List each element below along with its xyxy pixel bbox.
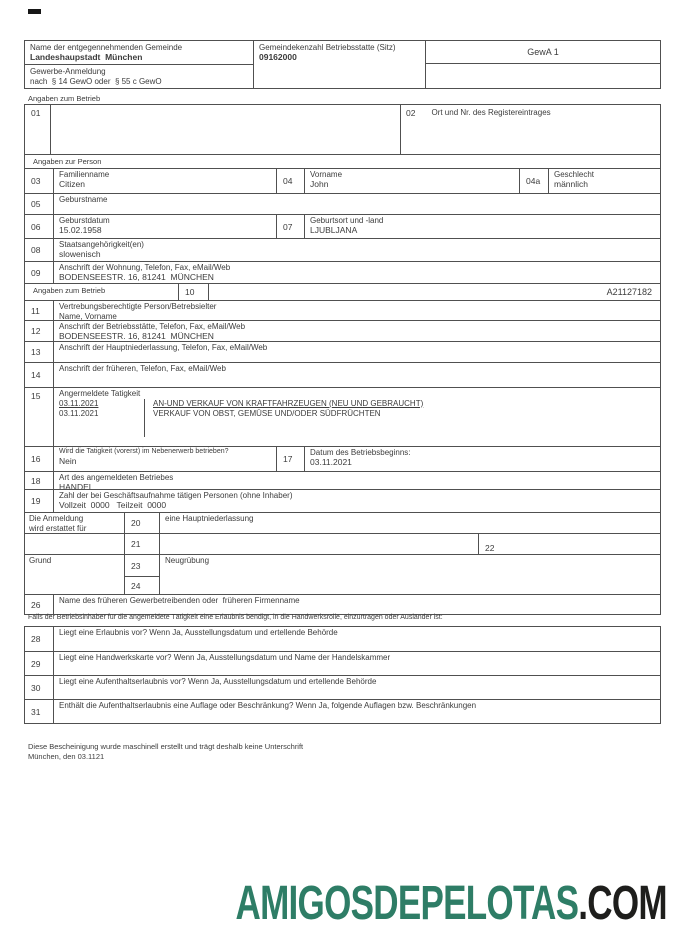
- municipality-code-label: Gemeindekenzahl Betriebsstatte (Sitz): [259, 43, 396, 52]
- row-28: [25, 627, 660, 651]
- permit-table: [24, 626, 661, 724]
- field-10-reference: A21127182: [208, 284, 660, 300]
- field-03-number: 03: [31, 176, 41, 186]
- field-01-value-cell: [50, 105, 400, 154]
- row-05: [25, 193, 660, 214]
- auflagen-label: Enthält die Aufenthaltserlaubnis eine Auflage oder Beschränkung? Wenn Ja, folgende Auflagen bzw. Beschränkungen: [59, 701, 477, 710]
- field-28-erlaubnis: [53, 627, 660, 651]
- municipality-code-value: 09162000: [259, 51, 297, 62]
- hauptniederlassung-value: eine Hauptniederlassung: [165, 514, 254, 523]
- taetigkeit-dates-column: [59, 399, 145, 437]
- watermark-brand-text: AMIGOSDEPELOTAS: [235, 877, 579, 930]
- receiving-municipality-label: Name der entgegennehmenden Gemeinde: [30, 43, 183, 52]
- nebenerwerb-label: Wird die Tatigkeit (vorerst) im Nebenerwerb betrieben?: [59, 448, 229, 455]
- geburtsort-value: LJUBLJANA: [310, 224, 358, 235]
- geburtsname-label: Geburstname: [59, 195, 108, 204]
- geschlecht-label: Geschlecht: [554, 170, 595, 179]
- receiving-municipality-cell: [25, 41, 253, 65]
- field-13-anschrift-hauptniederlassung: [53, 342, 660, 362]
- row-03-04-04a: [25, 168, 660, 193]
- geburtsort-label: Geburtsort und -land: [310, 216, 384, 225]
- form-code-empty-cell: [426, 64, 660, 88]
- taetigkeit-label: Angermeldete Tatigkeit: [59, 389, 141, 398]
- grund-value: Neugrübung: [165, 556, 210, 565]
- form-header-table: [24, 40, 661, 89]
- anschrift-wohnung-label: Anschrift der Wohnung, Telefon, Fax, eMail/Web: [59, 263, 231, 272]
- field-29-handwerkskarte: [53, 652, 660, 675]
- watermark-logo: [235, 877, 667, 930]
- field-04-number: 04: [276, 169, 304, 193]
- row-19: [25, 489, 660, 512]
- field-31-auflagen: [53, 700, 660, 723]
- field-22-number: 22: [485, 543, 495, 553]
- section-label-betrieb-mid: Angaben zum Betrieb: [33, 286, 106, 295]
- row-15: [25, 387, 660, 446]
- field-24-number: 24: [124, 576, 159, 594]
- field-14-anschrift-frueheren: [53, 363, 660, 387]
- form-subtitle: nach § 14 GewO oder § 55 c GewO: [30, 76, 162, 86]
- erlaubnis-label: Liegt eine Erlaubnis vor? Wenn Ja, Ausstellungsdatum und ertellende Behörde: [59, 628, 338, 637]
- field-14-number: 14: [31, 370, 41, 380]
- geschlecht-value: männlich: [554, 178, 589, 189]
- row-23: [25, 554, 660, 576]
- field-19-number: 19: [31, 496, 41, 506]
- familienname-value: Citizen: [59, 178, 85, 189]
- field-18-number: 18: [31, 475, 41, 486]
- field-12-number: 12: [31, 326, 41, 336]
- field-23-grund: [159, 555, 660, 576]
- row-21-empty-label-cell: [25, 534, 124, 554]
- field-02-number: 02: [406, 108, 416, 118]
- footer-note: [28, 742, 303, 762]
- grund-label: Grund: [29, 556, 52, 565]
- field-12-anschrift-betriebsstaette: [53, 321, 660, 341]
- field-26-frueherer-name: [53, 595, 660, 614]
- machine-generated-note: Diese Bescheinigung wurde maschinell erstellt und trägt deshalb keine Unterschrift: [28, 742, 304, 751]
- aufenthaltserlaubnis-label: Liegt eine Aufenthaltserlaubnis vor? Wenn Ja, Ausstellungsdatum und ertellende Behörde: [59, 677, 377, 686]
- vorname-label: Vorname: [310, 170, 343, 179]
- handwerkskarte-label: Liegt eine Handwerkskarte vor? Wenn Ja, Ausstellungsdatum und Name der Handelskammer: [59, 653, 391, 662]
- taetigkeit-activities-column: [145, 399, 423, 437]
- field-08-staatsangehoerigkeit: [53, 239, 660, 261]
- field-16-nebenerwerb: [53, 447, 276, 471]
- field-02-cell: [400, 105, 660, 154]
- row-14: [25, 362, 660, 387]
- row-06-07: [25, 214, 660, 238]
- place-date: München, den 03.1121: [28, 752, 105, 761]
- taetigkeit-date-2: 03.11.2021: [59, 408, 99, 418]
- receiving-municipality-value: Landeshaupstadt München: [30, 51, 143, 62]
- form-title: Gewerbe-Anmeldung: [30, 67, 106, 76]
- header-right-column: [426, 41, 660, 88]
- row-26: [25, 594, 660, 614]
- field-17-betriebsbeginn: [304, 447, 660, 471]
- form-code: GewA 1: [426, 41, 660, 64]
- field-13-number: 13: [31, 347, 41, 357]
- section-label-betrieb-top: Angaben zum Betrieb: [28, 94, 101, 103]
- art-des-betriebes-label: Art des angemeldeten Betriebes: [59, 473, 174, 482]
- familienname-label: Familienname: [59, 170, 110, 179]
- section-row-person: [25, 154, 660, 168]
- form-title-cell: [25, 65, 253, 88]
- field-18-art-des-betriebes: [53, 472, 660, 489]
- field-23-number: 23: [124, 555, 159, 576]
- row-31: [25, 699, 660, 723]
- taetigkeit-entries: [59, 399, 655, 437]
- anmeldung-erstattet-line2: wird erstattet für: [29, 523, 87, 533]
- vorname-value: John: [310, 178, 329, 189]
- betriebsbeginn-label: Datum des Betriebsbeginns:: [310, 448, 411, 457]
- field-06-number: 06: [31, 221, 41, 232]
- field-05-geburtsname: [53, 194, 660, 214]
- vertretungsberechtigte-label: Vertrebungsberechtigte Person/Betrebsielter: [59, 302, 217, 311]
- frueherer-name-label: Name des früheren Gewerbetreibenden oder früheren Firmenname: [59, 596, 300, 605]
- row-24: [25, 576, 660, 594]
- row-11: [25, 300, 660, 320]
- field-07-geburtsort: [304, 215, 660, 238]
- row-10: [25, 283, 660, 300]
- field-05-number: 05: [31, 199, 41, 209]
- nebenerwerb-value: Nein: [59, 455, 77, 466]
- field-20-hauptniederlassung: [159, 513, 660, 533]
- field-10-number: 10: [178, 284, 208, 300]
- staatsangehoerigkeit-label: Staatsangehörigkeit(en): [59, 240, 144, 249]
- row-08: [25, 238, 660, 261]
- field-28-number: 28: [31, 634, 41, 644]
- permit-note: Falls der Betriebsinhaber für die angemeldete Tätigkeit eine Erlaubnis bendigt, in die Handwerksrolle, einzurtragen oder Ausländer ist:: [28, 614, 443, 621]
- scan-corner-mark: [28, 9, 41, 14]
- row-24-empty-label-cell: [25, 576, 124, 594]
- field-15-taetigkeit: [53, 388, 660, 446]
- field-06-geburtsdatum: [53, 215, 276, 238]
- anschrift-betriebsstaette-value: BODENSEESTR. 16, 81241 MÜNCHEN: [59, 330, 214, 341]
- field-24-empty-cell: [159, 576, 660, 594]
- field-09-number: 09: [31, 267, 41, 278]
- vertretungsberechtigte-sublabel: Name, Vorname: [59, 311, 117, 320]
- anschrift-betriebsstaette-label: Anschrift der Betriebsstätte, Telefon, Fax, eMail/Web: [59, 322, 246, 331]
- row-16-17: [25, 446, 660, 471]
- field-19-personenzahl: [53, 490, 660, 512]
- row-21-22: [25, 533, 660, 554]
- field-07-number: 07: [276, 215, 304, 238]
- field-04-vorname: [304, 169, 519, 193]
- field-30-aufenthaltserlaubnis: [53, 676, 660, 699]
- anmeldung-erstattet-line1: Die Anmeldung: [29, 514, 84, 523]
- field-11-vertretungsberechtigte: [53, 301, 660, 320]
- row-29: [25, 651, 660, 675]
- row-12: [25, 320, 660, 341]
- field-15-number: 15: [31, 391, 41, 401]
- municipality-code-cell: [254, 41, 426, 88]
- field-11-number: 11: [31, 305, 40, 316]
- personenzahl-label: Zahl der bei Geschäftsaufnahme tätigen Personen (ohne Inhaber): [59, 491, 293, 500]
- field-09-anschrift-wohnung: [53, 262, 660, 283]
- main-form-table: [24, 104, 661, 615]
- field-31-number: 31: [31, 706, 41, 717]
- taetigkeit-activity-2: VERKAUF VON OBST, GEMÜSE UND/ODER SÜDFRÜCHTEN: [153, 408, 381, 418]
- field-03-familienname: [53, 169, 276, 193]
- field-08-number: 08: [31, 245, 41, 255]
- row-20: [25, 512, 660, 533]
- field-04a-geschlecht: [548, 169, 660, 193]
- betriebsbeginn-value: 03.11.2021: [310, 456, 352, 467]
- geburtsdatum-label: Geburstdatum: [59, 216, 110, 225]
- field-29-number: 29: [31, 658, 41, 669]
- anschrift-wohnung-value: BODENSEESTR. 16, 81241 MÜNCHEN: [59, 271, 214, 282]
- anschrift-hauptniederlassung-label: Anschrift der Hauptniederlassung, Telefon, Fax, eMail/Web: [59, 343, 268, 352]
- taetigkeit-activity-1: AN-UND VERKAUF VON KRAFTFAHRZEUGEN (NEU UND GEBRAUCHT): [153, 398, 424, 408]
- anmeldung-erstattet-label: [25, 513, 124, 533]
- field-21-empty-cell: [159, 534, 478, 554]
- field-20-number: 20: [124, 513, 159, 533]
- field-30-number: 30: [31, 682, 41, 693]
- field-21-number: 21: [124, 534, 159, 554]
- section-label-person: Angaben zur Person: [33, 157, 102, 166]
- field-17-number: 17: [276, 447, 304, 471]
- art-des-betriebes-value: HANDEL: [59, 481, 94, 489]
- row-18: [25, 471, 660, 489]
- header-left-column: [25, 41, 254, 88]
- personenzahl-value: Vollzeit 0000 Teilzeit 0000: [59, 499, 167, 510]
- row-09: [25, 261, 660, 283]
- row-01-02: [25, 105, 660, 154]
- field-04a-number: 04a: [519, 169, 548, 193]
- field-22-cell: [478, 534, 660, 554]
- field-01-number: 01: [31, 108, 41, 118]
- field-16-number: 16: [31, 454, 41, 464]
- taetigkeit-date-1: 03.11.2021: [59, 398, 99, 408]
- row-30: [25, 675, 660, 699]
- field-02-label: Ort und Nr. des Registereintrages: [431, 108, 551, 117]
- row-13: [25, 341, 660, 362]
- geburtsdatum-value: 15.02.1958: [59, 224, 102, 235]
- anschrift-frueheren-label: Anschrift der früheren, Telefon, Fax, eMail/Web: [59, 364, 226, 373]
- watermark-tld-text: .COM: [578, 877, 667, 930]
- field-26-number: 26: [31, 599, 41, 610]
- staatsangehoerigkeit-value: slowenisch: [59, 248, 101, 259]
